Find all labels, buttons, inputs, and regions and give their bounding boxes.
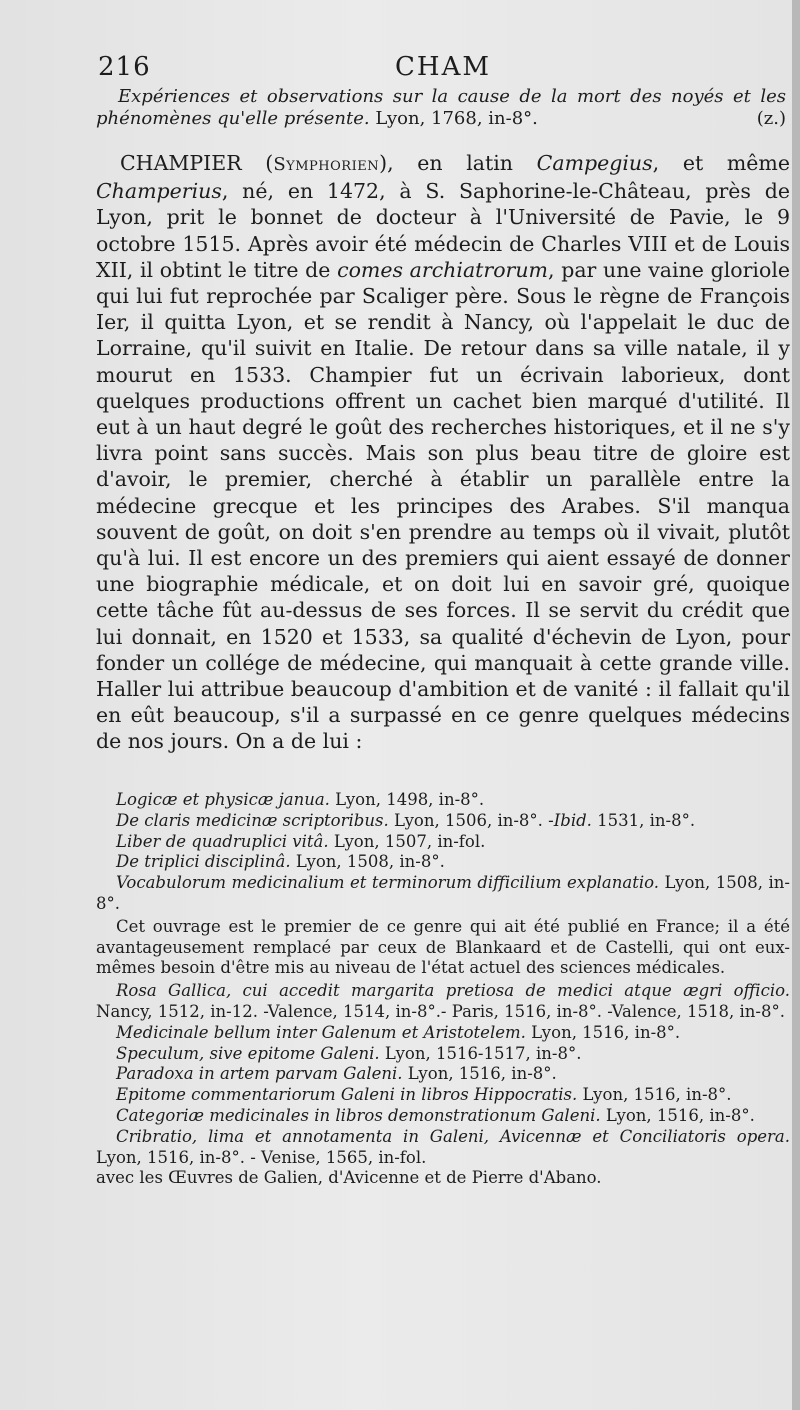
work-imprint: Lyon, 1516, in-8°. xyxy=(605,1105,755,1125)
work-entry xyxy=(96,981,790,1023)
work-imprint: Lyon, 1506, in-8°. - xyxy=(393,810,554,830)
work-imprint: Lyon, 1508, in-8°. xyxy=(295,852,445,872)
work-title: Categoriæ medicinales in libros demonstrationum Galeni. xyxy=(116,1105,601,1125)
previous-entry-end xyxy=(96,86,786,130)
work-imprint: Lyon, 1516, in-8°. xyxy=(582,1085,732,1105)
work-title: Medicinale bellum inter Galenum et Aristotelem. xyxy=(116,1022,526,1042)
work-entry xyxy=(96,1044,790,1065)
work-entry xyxy=(96,1064,790,1085)
work-note: Cet ouvrage est le premier de ce genre qui ait été publié en France; il a été avantageusement remplacé par ceux de Blankaard et de Castelli, qui ont eux-mêmes besoin d'être mis au niveau de l'état actuel des sciences médicales. xyxy=(96,916,790,978)
closing-line: avec les Œuvres de Galien, d'Avicenne et de Pierre d'Abano. xyxy=(96,1168,602,1188)
work-title-ibid: Ibid. xyxy=(553,810,592,830)
work-imprint: Nancy, 1512, in-12. -Valence, 1514, in-8°.- Paris, 1516, in-8°. -Valence, 1518, in-8°. xyxy=(96,1001,786,1021)
work-entry xyxy=(96,1106,790,1127)
article-text-d: , par une vaine gloriole qui lui fut reprochée par Scaliger père. Sous le règne de François Ier, il quitta Lyon, et se rendit à Nancy, où l'appelait le duc de Lorraine, qu'il suivit en Italie. De retour dans sa ville natale, il y mourut en 1533. Champier fut un écrivain laborieux, dont quelques productions offrent un cachet bien marqué d'utilité. Il eut à un haut degré le goût des recherches historiques, et il ne s'y livra point sans succès. Mais son plus beau titre de gloire est d'avoir, le premier, cherché à établir un parallèle entre la médecine grecque et les principes des Arabes. S'il manqua souvent de goût, on doit s'en prendre au temps où il vivait, plutôt qu'à lui. Il est encore un des premiers qui aient essayé de donner une biographie médicale, et on doit lui en savoir gré, quoique cette tâche fût au-dessus de ses forces. Il se servit du crédit que lui donnait, en 1520 et 1533, sa qualité d'échevin de Lyon, pour fonder un collége de médecine, qui manquait à cette grande ville. Haller lui attribue beaucoup d'ambition et de vanité : il fallait qu'il en eût beaucoup, s'il a surpassé en ce genre quelques médecins de nos jours. On a de lui : xyxy=(96,257,791,754)
work-title: Epitome commentariorum Galeni in libros Hippocratis. xyxy=(116,1085,578,1105)
work-imprint: Lyon, 1516, in-8°. xyxy=(407,1064,557,1084)
work-entry xyxy=(96,832,790,853)
work-entry xyxy=(96,790,790,811)
running-head: CHAM xyxy=(395,52,491,82)
article-text-c: , né, en 1472, à S. Saphorine-le-Château, près de Lyon, prit le bonnet de docteur à l'Université de Pavie, le 9 octobre 1515. Après avoir été médecin de Charles VIII et de Louis XII, il obtint le titre de xyxy=(96,179,790,282)
work-entry xyxy=(96,1127,790,1169)
article-body xyxy=(96,150,790,755)
latin-name-2: Champerius xyxy=(96,179,222,204)
page-edge xyxy=(792,0,800,1410)
work-title: Vocabulorum medicinalium et terminorum difficilium explanatio. xyxy=(116,873,659,893)
intro-title: Expériences et observations sur la cause de la mort des noyés et les phénomènes qu'elle présente. xyxy=(96,86,786,129)
work-title: Cribratio, lima et annotamenta in Galeni, Avicennæ et Conciliatoris opera. xyxy=(116,1126,790,1146)
work-title: Paradoxa in artem parvam Galeni. xyxy=(116,1064,403,1084)
work-imprint: Lyon, 1508, in-8°. xyxy=(96,873,790,913)
work-entry xyxy=(96,811,790,832)
work-imprint: Lyon, 1516-1517, in-8°. xyxy=(384,1043,582,1063)
headword: CHAMPIER xyxy=(120,151,242,175)
article-paragraph: CHAMPIER (Symphorien), en latin Campegius, et même Champerius, né, en 1472, à S. Saphorine-le-Château, près de Lyon, prit le bonnet de docteur à l'Université de Pavie, le 9 octobre 1515. Après avoir été médecin de Charles VIII et de Louis XII, il obtint le titre de comes archiatrorum, par une vaine gloriole qui lui fut reprochée par Scaliger père. Sous le règne de François Ier, il quitta Lyon, et se rendit à Nancy, où l'appelait le duc de Lorraine, qu'il suivit en Italie. De retour dans sa ville natale, il y mourut en 1533. Champier fut un écrivain laborieux, dont quelques productions offrent un cachet bien marqué d'utilité. Il eut à un haut degré le goût des recherches historiques, et il ne s'y livra point sans succès. Mais son plus beau titre de gloire est d'avoir, le premier, cherché à établir un parallèle entre la médecine grecque et les principes des Arabes. S'il manqua souvent de goût, on doit s'en prendre au temps où il vivait, plutôt qu'à lui. Il est encore un des premiers qui aient essayé de donner une biographie médicale, et on doit lui en savoir gré, quoique cette tâche fût au-dessus de ses forces. Il se servit du crédit que lui donnait, en 1520 et 1533, sa qualité d'échevin de Lyon, pour fonder un collége de médecine, qui manquait à cette grande ville. Haller lui attribue beaucoup d'ambition et de vanité : il fallait qu'il en eût beaucoup, s'il a surpassé en ce genre quelques médecins de nos jours. On a de lui : xyxy=(96,151,791,754)
latin-title: comes archiatrorum xyxy=(337,257,548,282)
work-entry xyxy=(96,1023,790,1044)
page-header xyxy=(98,52,788,86)
work-entry xyxy=(96,852,790,873)
work-imprint: Lyon, 1516, in-8°. xyxy=(531,1022,681,1042)
work-title: De triplici disciplinâ. xyxy=(116,852,291,872)
work-title: Logicæ et physicæ janua. xyxy=(116,790,330,809)
intro-imprint: Lyon, 1768, in-8°. xyxy=(375,108,538,129)
article-text-b: , et même xyxy=(652,151,790,175)
page-number: 216 xyxy=(98,52,151,82)
work-entry xyxy=(96,873,790,915)
work-title: Speculum, sive epitome Galeni. xyxy=(116,1043,380,1063)
work-imprint: Lyon, 1498, in-8°. xyxy=(335,790,485,809)
works-list xyxy=(96,790,790,1189)
work-title: De claris medicinæ scriptoribus. xyxy=(116,810,389,830)
work-imprint: Lyon, 1507, in-fol. xyxy=(333,831,486,851)
work-imprint-2: 1531, in-8°. xyxy=(597,810,696,830)
work-title: Liber de quadruplici vitâ. xyxy=(116,831,329,851)
work-entry xyxy=(96,1085,790,1106)
forename: Symphorien xyxy=(273,154,380,175)
article-text-a: , en latin xyxy=(387,151,537,175)
work-title: Rosa Gallica, cui accedit margarita pretiosa de medici atque ægri officio. xyxy=(116,981,790,1001)
work-imprint: Lyon, 1516, in-8°. - Venise, 1565, in-fol. xyxy=(96,1147,427,1167)
intro-signature: (z.) xyxy=(756,108,786,129)
latin-name-1: Campegius xyxy=(536,151,653,175)
